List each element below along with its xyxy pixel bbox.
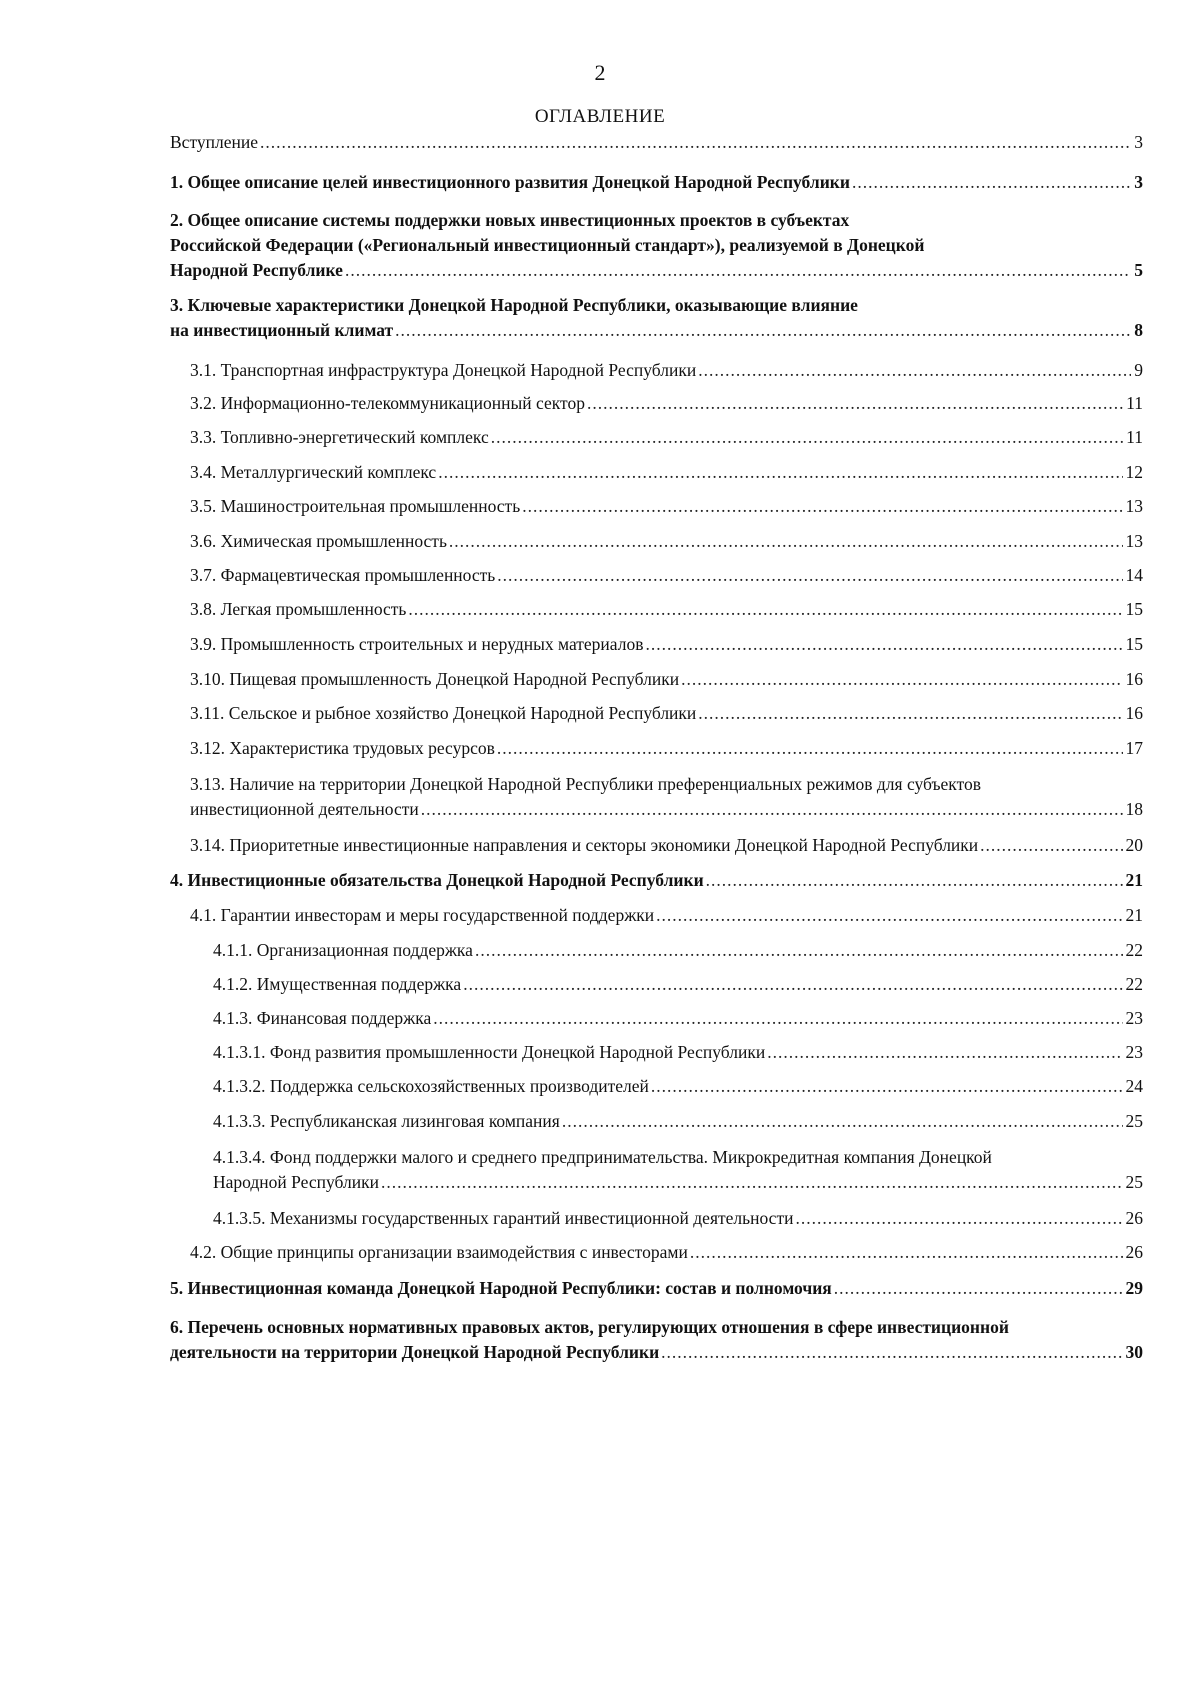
toc-entry-title: Вступление xyxy=(170,132,258,152)
toc-entry-title: 3.14. Приоритетные инвестиционные направления и секторы экономики Донецкой Народной Республики xyxy=(190,835,979,855)
toc-entry-page: 14 xyxy=(1125,565,1143,585)
toc-entry-page: 13 xyxy=(1125,531,1143,551)
toc-entry-last-line xyxy=(170,1276,1143,1301)
toc-entry[interactable] xyxy=(190,460,1143,485)
toc-entry-page: 12 xyxy=(1125,462,1143,482)
dot-leader xyxy=(645,632,1122,657)
toc-entry[interactable] xyxy=(190,632,1143,657)
toc-entry-last-line xyxy=(213,1074,1143,1099)
toc-entry-title: 4. Инвестиционные обязательства Донецкой Народной Республики xyxy=(170,870,704,890)
toc-entry-last-line xyxy=(170,170,1143,195)
dot-leader xyxy=(651,1074,1123,1099)
toc-entry-title: 4.1.1. Организационная поддержка xyxy=(213,940,473,960)
toc-entry-last-line xyxy=(190,736,1143,761)
toc-entry-last-line xyxy=(213,1206,1143,1231)
toc-entry[interactable] xyxy=(213,938,1143,963)
toc-entry-last-line xyxy=(170,130,1143,155)
toc-entry-last-line xyxy=(190,391,1143,416)
toc-entry[interactable] xyxy=(190,597,1143,622)
toc-entry-page: 15 xyxy=(1125,599,1143,619)
dot-leader xyxy=(475,938,1123,963)
toc-entry[interactable] xyxy=(190,903,1143,928)
toc-entry-line: 6. Перечень основных нормативных правовых актов, регулирующих отношения в сфере инвестиционной xyxy=(170,1317,1009,1337)
dot-leader xyxy=(656,903,1122,928)
toc-entry-last-line xyxy=(190,903,1143,928)
dot-leader xyxy=(690,1240,1123,1265)
toc-entry-last-line xyxy=(190,667,1143,692)
toc-entry[interactable] xyxy=(190,391,1143,416)
dot-leader xyxy=(661,1340,1122,1365)
toc-entry-last-line xyxy=(190,833,1143,858)
toc-entry-page: 25 xyxy=(1125,1172,1143,1192)
toc-entry-page: 26 xyxy=(1125,1242,1143,1262)
toc-entry[interactable] xyxy=(190,1240,1143,1265)
toc-entry-last-line xyxy=(190,494,1143,519)
dot-leader xyxy=(497,563,1122,588)
toc-entry-page: 3 xyxy=(1134,172,1143,192)
toc-entry-title: 3.12. Характеристика трудовых ресурсов xyxy=(190,738,495,758)
toc-entry-line: 4.1.3.4. Фонд поддержки малого и среднего предпринимательства. Микрокредитная компания Донецкой xyxy=(213,1147,992,1167)
dot-leader xyxy=(463,972,1122,997)
toc-entry[interactable] xyxy=(170,130,1143,155)
toc-entry-page: 21 xyxy=(1125,870,1143,890)
toc-entry-title: 4.1.3.2. Поддержка сельскохозяйственных производителей xyxy=(213,1076,649,1096)
page-number: 2 xyxy=(594,60,606,85)
toc-entry-page: 24 xyxy=(1125,1076,1143,1096)
toc-title: ОГЛАВЛЕНИЕ xyxy=(534,106,666,127)
toc-entry-title: 3.11. Сельское и рыбное хозяйство Донецкой Народной Республики xyxy=(190,703,697,723)
dot-leader xyxy=(395,318,1131,343)
dot-leader xyxy=(852,170,1131,195)
dot-leader xyxy=(408,597,1122,622)
toc-entry[interactable] xyxy=(213,1145,1143,1195)
toc-entry-line: 3. Ключевые характеристики Донецкой Народной Республики, оказывающие влияние xyxy=(170,295,858,315)
toc-entry-title: 4.1.3.5. Механизмы государственных гарантий инвестиционной деятельности xyxy=(213,1208,794,1228)
toc-entry-page: 18 xyxy=(1125,799,1143,819)
toc-entry-page: 17 xyxy=(1125,738,1143,758)
toc-entry-page: 22 xyxy=(1125,940,1143,960)
toc-entry[interactable] xyxy=(170,293,1143,343)
toc-entry-last-line xyxy=(190,425,1143,450)
toc-entry-title: 4.2. Общие принципы организации взаимодействия с инвесторами xyxy=(190,1242,688,1262)
toc-entry-page: 25 xyxy=(1125,1111,1143,1131)
dot-leader xyxy=(767,1040,1122,1065)
toc-entry-title: 4.1.3.3. Республиканская лизинговая компания xyxy=(213,1111,560,1131)
toc-entry[interactable] xyxy=(213,1040,1143,1065)
toc-entry-page: 11 xyxy=(1126,393,1143,413)
toc-entry[interactable] xyxy=(190,833,1143,858)
toc-entry[interactable] xyxy=(190,667,1143,692)
toc-entry-title: на инвестиционный климат xyxy=(170,320,394,340)
dot-leader xyxy=(449,529,1123,554)
toc-entry-page: 16 xyxy=(1125,669,1143,689)
toc-entry[interactable] xyxy=(190,358,1143,383)
toc-entry[interactable] xyxy=(213,1074,1143,1099)
toc-entry-last-line xyxy=(190,597,1143,622)
toc-entry-page: 26 xyxy=(1125,1208,1143,1228)
toc-entry-last-line xyxy=(190,358,1143,383)
toc-entry-title: 5. Инвестиционная команда Донецкой Народной Республики: состав и полномочия xyxy=(170,1278,832,1298)
toc-entry-title: 3.2. Информационно-телекоммуникационный сектор xyxy=(190,393,585,413)
toc-entry-last-line xyxy=(190,529,1143,554)
toc-entry[interactable] xyxy=(190,772,1143,822)
dot-leader xyxy=(522,494,1122,519)
dot-leader xyxy=(587,391,1123,416)
toc-entry-last-line xyxy=(170,868,1143,893)
toc-entry-page: 3 xyxy=(1134,132,1143,152)
toc-entry[interactable] xyxy=(213,1206,1143,1231)
toc-entry-last-line xyxy=(170,1340,1143,1365)
toc-entry-page: 13 xyxy=(1125,496,1143,516)
toc-entry-last-line xyxy=(170,318,1143,343)
dot-leader xyxy=(345,258,1131,283)
toc-entry-title: Народной Республики xyxy=(213,1172,379,1192)
toc-entry[interactable] xyxy=(190,736,1143,761)
dot-leader xyxy=(433,1006,1122,1031)
toc-entry[interactable] xyxy=(213,972,1143,997)
dot-leader xyxy=(795,1206,1122,1231)
toc-entry-page: 11 xyxy=(1126,427,1143,447)
toc-entry-page: 15 xyxy=(1125,634,1143,654)
toc-entry[interactable] xyxy=(190,701,1143,726)
toc-entry-title: 4.1.2. Имущественная поддержка xyxy=(213,974,462,994)
toc-entry-last-line xyxy=(213,1006,1143,1031)
dot-leader xyxy=(491,425,1123,450)
toc-entry[interactable] xyxy=(170,1315,1143,1365)
toc-entry-title: Народной Республике xyxy=(170,260,343,280)
dot-leader xyxy=(562,1109,1123,1134)
toc-entry[interactable] xyxy=(170,170,1143,195)
toc-entry-page: 21 xyxy=(1125,905,1143,925)
dot-leader xyxy=(260,130,1131,155)
toc-entry-page: 20 xyxy=(1125,835,1143,855)
toc-entry[interactable] xyxy=(190,425,1143,450)
toc-entry-title: инвестиционной деятельности xyxy=(190,799,419,819)
dot-leader xyxy=(698,701,1122,726)
toc-entry[interactable] xyxy=(170,868,1143,893)
toc-entry-line: 2. Общее описание системы поддержки новых инвестиционных проектов в субъектах xyxy=(170,210,850,230)
toc-entry-title: 3.6. Химическая промышленность xyxy=(190,531,447,551)
toc-entry-page: 9 xyxy=(1134,360,1143,380)
toc-entry-title: деятельности на территории Донецкой Народной Республики xyxy=(170,1342,660,1362)
toc-entry-last-line xyxy=(190,797,1143,822)
dot-leader xyxy=(438,460,1122,485)
toc-entry-page: 22 xyxy=(1125,974,1143,994)
toc-entry-last-line xyxy=(190,460,1143,485)
dot-leader xyxy=(381,1170,1123,1195)
toc-entry-last-line xyxy=(213,972,1143,997)
toc-entry-page: 16 xyxy=(1125,703,1143,723)
toc-entry-line: 3.13. Наличие на территории Донецкой Народной Республики преференциальных режимов для субъектов xyxy=(190,774,982,794)
toc-entry[interactable] xyxy=(190,494,1143,519)
dot-leader xyxy=(421,797,1123,822)
dot-leader xyxy=(681,667,1122,692)
dot-leader xyxy=(706,868,1123,893)
dot-leader xyxy=(834,1276,1123,1301)
toc-entry-title: 3.8. Легкая промышленность xyxy=(190,599,407,619)
toc-entry-title: 3.5. Машиностроительная промышленность xyxy=(190,496,521,516)
dot-leader xyxy=(497,736,1123,761)
toc-entry-last-line xyxy=(190,701,1143,726)
toc-entry-title: 3.1. Транспортная инфраструктура Донецкой Народной Республики xyxy=(190,360,697,380)
toc-entry-title: 1. Общее описание целей инвестиционного развития Донецкой Народной Республики xyxy=(170,172,850,192)
toc-entry-page: 23 xyxy=(1125,1008,1143,1028)
toc-entry-title: 4.1.3.1. Фонд развития промышленности Донецкой Народной Республики xyxy=(213,1042,766,1062)
toc-entry-page: 30 xyxy=(1125,1342,1143,1362)
toc-entry-page: 5 xyxy=(1134,260,1143,280)
toc-entry-title: 3.10. Пищевая промышленность Донецкой Народной Республики xyxy=(190,669,680,689)
toc-entry-last-line xyxy=(190,632,1143,657)
toc-entry-title: 4.1. Гарантии инвесторам и меры государственной поддержки xyxy=(190,905,655,925)
toc-entry-title: 3.7. Фармацевтическая промышленность xyxy=(190,565,496,585)
toc-entry-last-line xyxy=(190,563,1143,588)
toc-entry[interactable] xyxy=(190,563,1143,588)
toc-entry-page: 23 xyxy=(1125,1042,1143,1062)
toc-entry-last-line xyxy=(213,938,1143,963)
toc-entry-line: Российской Федерации («Региональный инвестиционный стандарт»), реализуемой в Донецкой xyxy=(170,235,925,255)
toc-entry[interactable] xyxy=(190,529,1143,554)
dot-leader xyxy=(980,833,1122,858)
toc-entry[interactable] xyxy=(213,1006,1143,1031)
toc-entry-page: 8 xyxy=(1134,320,1143,340)
toc-entry[interactable] xyxy=(213,1109,1143,1134)
toc-entry-title: 3.4. Металлургический комплекс xyxy=(190,462,437,482)
toc-entry-last-line xyxy=(190,1240,1143,1265)
toc-entry-title: 3.3. Топливно-энергетический комплекс xyxy=(190,427,489,447)
toc-entry-last-line xyxy=(170,258,1143,283)
toc-entry[interactable] xyxy=(170,1276,1143,1301)
toc-entry-last-line xyxy=(213,1109,1143,1134)
toc-entry-title: 4.1.3. Финансовая поддержка xyxy=(213,1008,432,1028)
toc-entry-title: 3.9. Промышленность строительных и нерудных материалов xyxy=(190,634,644,654)
toc-entry-last-line xyxy=(213,1040,1143,1065)
toc-entry-page: 29 xyxy=(1125,1278,1143,1298)
toc-entry[interactable] xyxy=(170,208,1143,283)
toc-entry-last-line xyxy=(213,1170,1143,1195)
dot-leader xyxy=(698,358,1131,383)
